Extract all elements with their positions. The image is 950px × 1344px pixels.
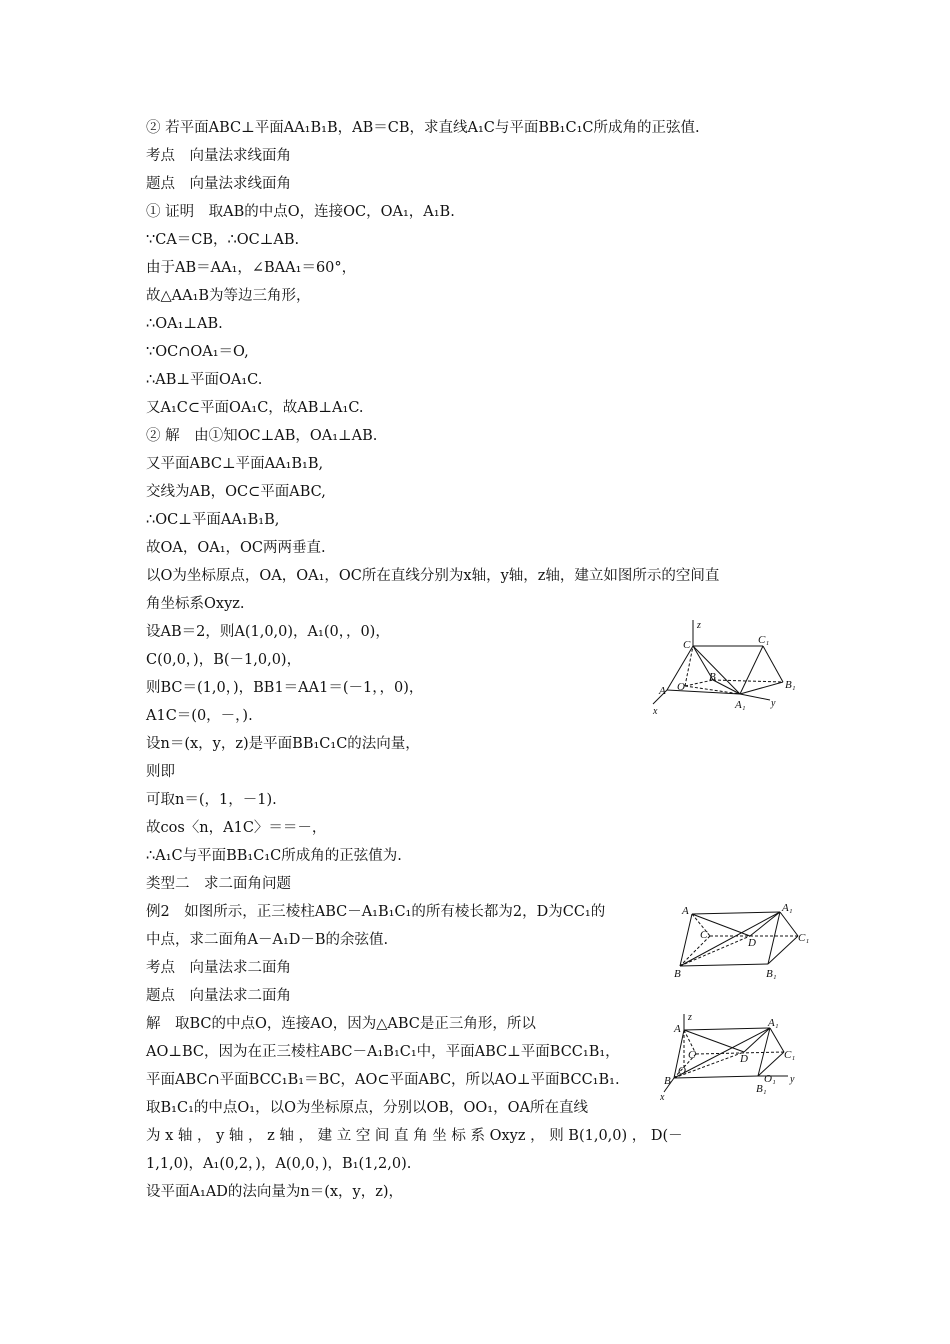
figure-triangular-prism <box>670 900 815 980</box>
text-line: ① 证明 取AB的中点O，连接OC，OA₁，A₁B. <box>146 204 455 220</box>
fig1-label-b1: B₁ <box>785 679 796 691</box>
text-line: 以O为坐标原点，OA，OA₁，OC所在直线分别为x轴，y轴，z轴，建立如图所示的空间直 <box>146 568 720 584</box>
text-line: 由于AB＝AA₁，∠BAA₁＝60°， <box>146 260 357 276</box>
fig3-label-a1: A₁ <box>768 1017 779 1029</box>
fig2-label-b: B <box>674 968 681 980</box>
fig3-label-x: x <box>660 1092 665 1100</box>
text-line: 题点 向量法求二面角 <box>146 988 291 1004</box>
fig1-label-a1: A₁ <box>735 699 746 711</box>
text-line: 类型二 求二面角问题 <box>146 876 291 892</box>
fig3-label-o1: O₁ <box>764 1073 776 1085</box>
text-line: C(0,0，)，B(－1,0,0)， <box>146 652 302 668</box>
fig1-label-b: B <box>709 671 716 683</box>
fig1-label-c1: C₁ <box>758 634 770 646</box>
text-line: 设AB＝2，则A(1,0,0)，A₁(0，，0)， <box>146 624 390 640</box>
text-line: 解 取BC的中点O，连接AO，因为△ABC是正三角形，所以 <box>146 1016 536 1032</box>
fig1-label-x: x <box>653 706 658 717</box>
fig3-label-z: z <box>688 1012 692 1023</box>
text-line: 为 x 轴 ， y 轴 ， z 轴 ， 建 立 空 间 直 角 坐 标 系 Oxyz ， 则 B(1,0,0) ， D(－ <box>146 1128 683 1144</box>
text-line: 又平面ABC⊥平面AA₁B₁B, <box>146 456 324 472</box>
fig1-label-c: C <box>683 639 691 651</box>
text-line: 设n＝(x，y，z)是平面BB₁C₁C的法向量， <box>146 736 420 752</box>
fig1-label-z: z <box>697 620 701 631</box>
fig1-label-a: A <box>659 685 666 697</box>
fig3-label-y: y <box>790 1074 795 1085</box>
fig3-label-c1: C₁ <box>784 1049 796 1061</box>
fig2-label-c: C <box>700 929 708 941</box>
text-line: 1,1,0)，A₁(0,2，)，A(0,0，)，B₁(1,2,0). <box>146 1156 412 1172</box>
fig1-label-o: O <box>677 681 685 693</box>
fig1-label-y: y <box>771 698 776 709</box>
fig2-label-b1: B₁ <box>766 968 777 980</box>
fig2-label-c1: C₁ <box>798 932 810 944</box>
text-line: ∴A₁C与平面BB₁C₁C所成角的正弦值为. <box>146 848 402 864</box>
fig3-label-b1: B₁ <box>756 1083 767 1095</box>
text-line: 考点 向量法求线面角 <box>146 148 291 164</box>
text-line: 可取n＝(，1，－1). <box>146 792 277 808</box>
text-line: ② 若平面ABC⊥平面AA₁B₁B，AB＝CB，求直线A₁C与平面BB₁C₁C所成角的正弦值. <box>146 120 700 136</box>
text-line: 例2 如图所示，正三棱柱ABC－A₁B₁C₁的所有棱长都为2，D为CC₁的 <box>146 904 606 920</box>
fig3-label-c: C <box>688 1049 696 1061</box>
text-line: 平面ABC∩平面BCC₁B₁＝BC，AO⊂平面ABC，所以AO⊥平面BCC₁B₁. <box>146 1072 620 1088</box>
text-line: 题点 向量法求线面角 <box>146 176 291 192</box>
text-line: AO⊥BC，因为在正三棱柱ABC－A₁B₁C₁中，平面ABC⊥平面BCC₁B₁， <box>146 1044 620 1060</box>
text-line: ② 解 由①知OC⊥AB，OA₁⊥AB. <box>146 428 378 444</box>
text-line: 则即 <box>146 764 175 780</box>
fig3-label-d: D <box>740 1053 748 1065</box>
text-line: A1C＝(0，－，). <box>146 708 253 724</box>
text-line: 中点，求二面角A－A₁D－B的余弦值. <box>146 932 389 948</box>
fig3-label-a: A <box>674 1023 681 1035</box>
fig3-label-b: B <box>664 1075 671 1087</box>
text-line: ∴AB⊥平面OA₁C. <box>146 372 263 388</box>
text-line: ∵OC∩OA₁＝O, <box>146 344 249 360</box>
text-line: ∴OC⊥平面AA₁B₁B, <box>146 512 280 528</box>
fig2-label-d: D <box>748 937 756 949</box>
figure-prism-axes <box>660 1010 810 1100</box>
text-line: ∵CA＝CB，∴OC⊥AB. <box>146 232 300 248</box>
text-line: 故OA，OA₁，OC两两垂直. <box>146 540 326 556</box>
text-line: 角坐标系Oxyz. <box>146 596 245 612</box>
text-line: 又A₁C⊂平面OA₁C，故AB⊥A₁C. <box>146 400 364 416</box>
fig3-label-o: O <box>678 1065 686 1077</box>
text-line: 故cos〈n，A1C〉＝＝－， <box>146 820 327 836</box>
text-line: 取B₁C₁的中点O₁，以O为坐标原点，分别以OB，OO₁，OA所在直线 <box>146 1100 588 1116</box>
text-line: 故△AA₁B为等边三角形， <box>146 288 311 304</box>
text-line: 设平面A₁AD的法向量为n＝(x，y，z)， <box>146 1184 404 1200</box>
text-line: 交线为AB，OC⊂平面ABC, <box>146 484 326 500</box>
fig2-label-a: A <box>682 905 689 917</box>
text-line: 考点 向量法求二面角 <box>146 960 291 976</box>
figure-prism-coordinates <box>645 618 805 718</box>
fig2-label-a1: A₁ <box>782 902 793 914</box>
text-line: ∴OA₁⊥AB. <box>146 316 223 332</box>
text-line: 则BC＝(1,0，)，BB1＝AA1＝(－1，，0)， <box>146 680 424 696</box>
